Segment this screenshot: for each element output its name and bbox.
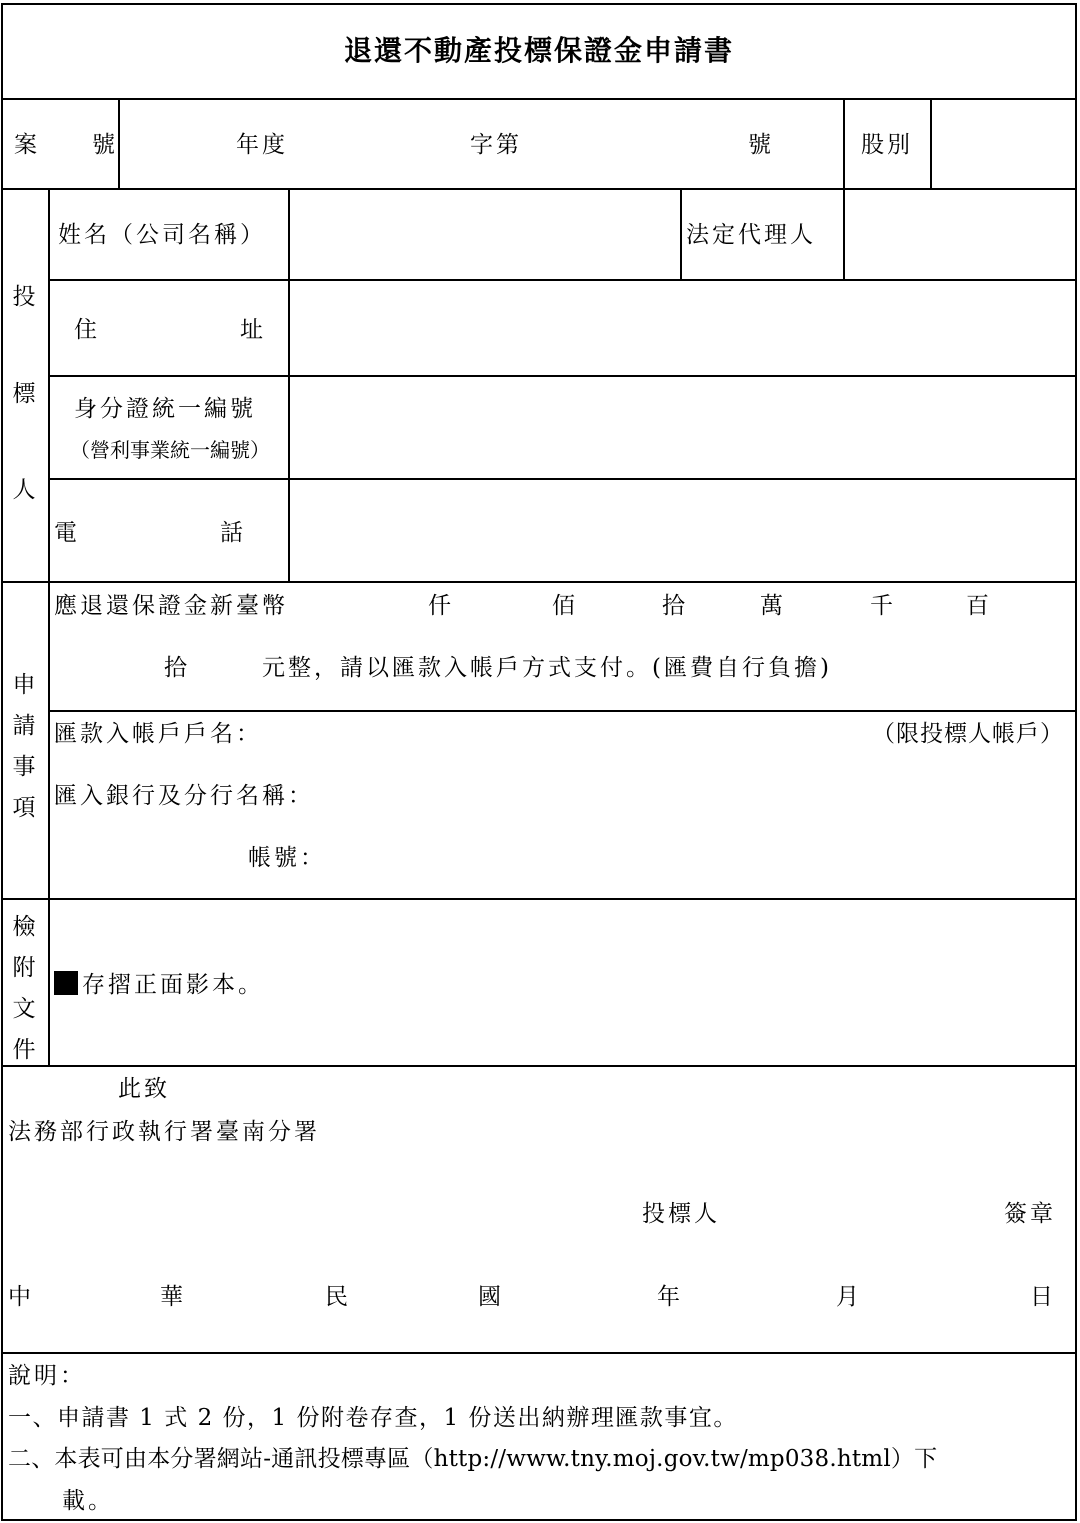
notes-line-3: 載。 bbox=[62, 1488, 114, 1514]
form-title: 退還不動產投標保證金申請書 bbox=[343, 34, 734, 67]
attachments-section-char: 文 bbox=[12, 996, 36, 1022]
account-name-field[interactable] bbox=[270, 714, 860, 760]
date-char: 日 bbox=[1030, 1284, 1056, 1310]
amount-unit: 拾 bbox=[164, 655, 190, 681]
salutation: 此致 bbox=[118, 1076, 170, 1102]
id-number-field[interactable] bbox=[290, 377, 1075, 478]
amount-prefix: 應退還保證金新臺幣 bbox=[54, 593, 288, 619]
amount-unit: 千 bbox=[870, 593, 896, 619]
h-rule bbox=[1, 1065, 1077, 1067]
recipient: 法務部行政執行署臺南分署 bbox=[8, 1119, 320, 1145]
date-char: 民 bbox=[325, 1284, 351, 1310]
bidder-section-char: 標 bbox=[12, 381, 36, 407]
h-rule bbox=[1, 581, 1077, 583]
amount-unit: 佰 bbox=[552, 593, 578, 619]
phone-field[interactable] bbox=[290, 480, 1075, 581]
phone-label-a: 電 bbox=[54, 520, 80, 546]
date-char: 國 bbox=[478, 1284, 504, 1310]
attachments-section-char: 檢 bbox=[12, 914, 36, 940]
bank-name-label: 匯入銀行及分行名稱： bbox=[54, 783, 314, 809]
legal-representative-field[interactable] bbox=[845, 190, 1075, 279]
account-number-label: 帳號： bbox=[248, 845, 326, 871]
amount-unit: 萬 bbox=[760, 593, 786, 619]
case-number-suffix: 號 bbox=[748, 132, 774, 158]
division-label: 股別 bbox=[861, 132, 913, 158]
payment-method-text: 元整，請以匯款入帳戶方式支付。(匯費自行負擔) bbox=[262, 655, 832, 681]
border-left bbox=[1, 3, 3, 1521]
bidder-section-char: 投 bbox=[12, 284, 36, 310]
bidder-sign-label: 投標人 bbox=[642, 1201, 720, 1227]
bank-name-field[interactable] bbox=[330, 776, 1070, 822]
attachments-section-label bbox=[12, 900, 36, 1065]
attachment-item bbox=[54, 971, 264, 998]
h-rule bbox=[1, 898, 1077, 900]
border-bottom bbox=[1, 1519, 1077, 1521]
notes-heading: 說明： bbox=[8, 1363, 86, 1389]
amount-unit: 百 bbox=[966, 593, 992, 619]
request-section-char: 請 bbox=[12, 713, 36, 739]
id-number-label: 身分證統一編號 bbox=[74, 396, 256, 422]
account-name-note: （限投標人帳戶） bbox=[872, 721, 1064, 747]
id-number-sub-label: （營利事業統一編號） bbox=[70, 438, 270, 462]
notes-line-1: 一、申請書 1 式 2 份，1 份附卷存查，1 份送出納辦理匯款事宜。 bbox=[8, 1405, 738, 1431]
request-section-label bbox=[12, 583, 36, 899]
request-section-char: 申 bbox=[12, 672, 36, 698]
case-year-label: 年度 bbox=[236, 132, 288, 158]
attachment-item-text: 存摺正面影本。 bbox=[82, 972, 264, 998]
account-number-field[interactable] bbox=[330, 838, 1070, 884]
h-rule bbox=[49, 710, 1077, 712]
case-word-label: 字第 bbox=[470, 132, 522, 158]
v-rule bbox=[843, 98, 845, 190]
address-label-b: 址 bbox=[240, 317, 266, 343]
bidder-section-label bbox=[12, 188, 36, 582]
attachments-section-char: 件 bbox=[12, 1037, 36, 1063]
h-rule bbox=[1, 1352, 1077, 1354]
request-section-char: 項 bbox=[12, 795, 36, 821]
division-field[interactable] bbox=[932, 100, 1075, 188]
name-label: 姓名（公司名稱） bbox=[58, 222, 266, 248]
date-char: 中 bbox=[8, 1284, 34, 1310]
address-field[interactable] bbox=[290, 281, 1075, 375]
v-rule bbox=[680, 188, 682, 280]
attachment-checkbox[interactable] bbox=[54, 971, 78, 995]
amount-unit: 拾 bbox=[662, 593, 688, 619]
date-char: 月 bbox=[836, 1284, 862, 1310]
signature-label: 簽章 bbox=[1004, 1201, 1056, 1227]
name-field[interactable] bbox=[290, 190, 680, 279]
bidder-section-char: 人 bbox=[12, 477, 36, 503]
account-name-label: 匯款入帳戶戶名： bbox=[54, 721, 262, 747]
address-label-a: 住 bbox=[74, 317, 100, 343]
date-char: 年 bbox=[657, 1284, 683, 1310]
border-top bbox=[1, 3, 1077, 5]
case-number-label: 案 號 bbox=[14, 132, 118, 158]
amount-unit: 仟 bbox=[428, 593, 454, 619]
date-char: 華 bbox=[160, 1284, 186, 1310]
attachments-section-char: 附 bbox=[12, 955, 36, 981]
request-section-char: 事 bbox=[12, 754, 36, 780]
notes-line-2: 二、本表可由本分署網站-通訊投標專區（http://www.tny.moj.gov.tw/mp038.html）下 bbox=[8, 1446, 938, 1472]
phone-label-b: 話 bbox=[220, 520, 246, 546]
case-year-field[interactable] bbox=[120, 100, 230, 188]
v-rule bbox=[48, 188, 50, 1066]
signature-field[interactable] bbox=[730, 1190, 998, 1236]
border-right bbox=[1075, 3, 1077, 1521]
legal-representative-label: 法定代理人 bbox=[686, 222, 816, 248]
